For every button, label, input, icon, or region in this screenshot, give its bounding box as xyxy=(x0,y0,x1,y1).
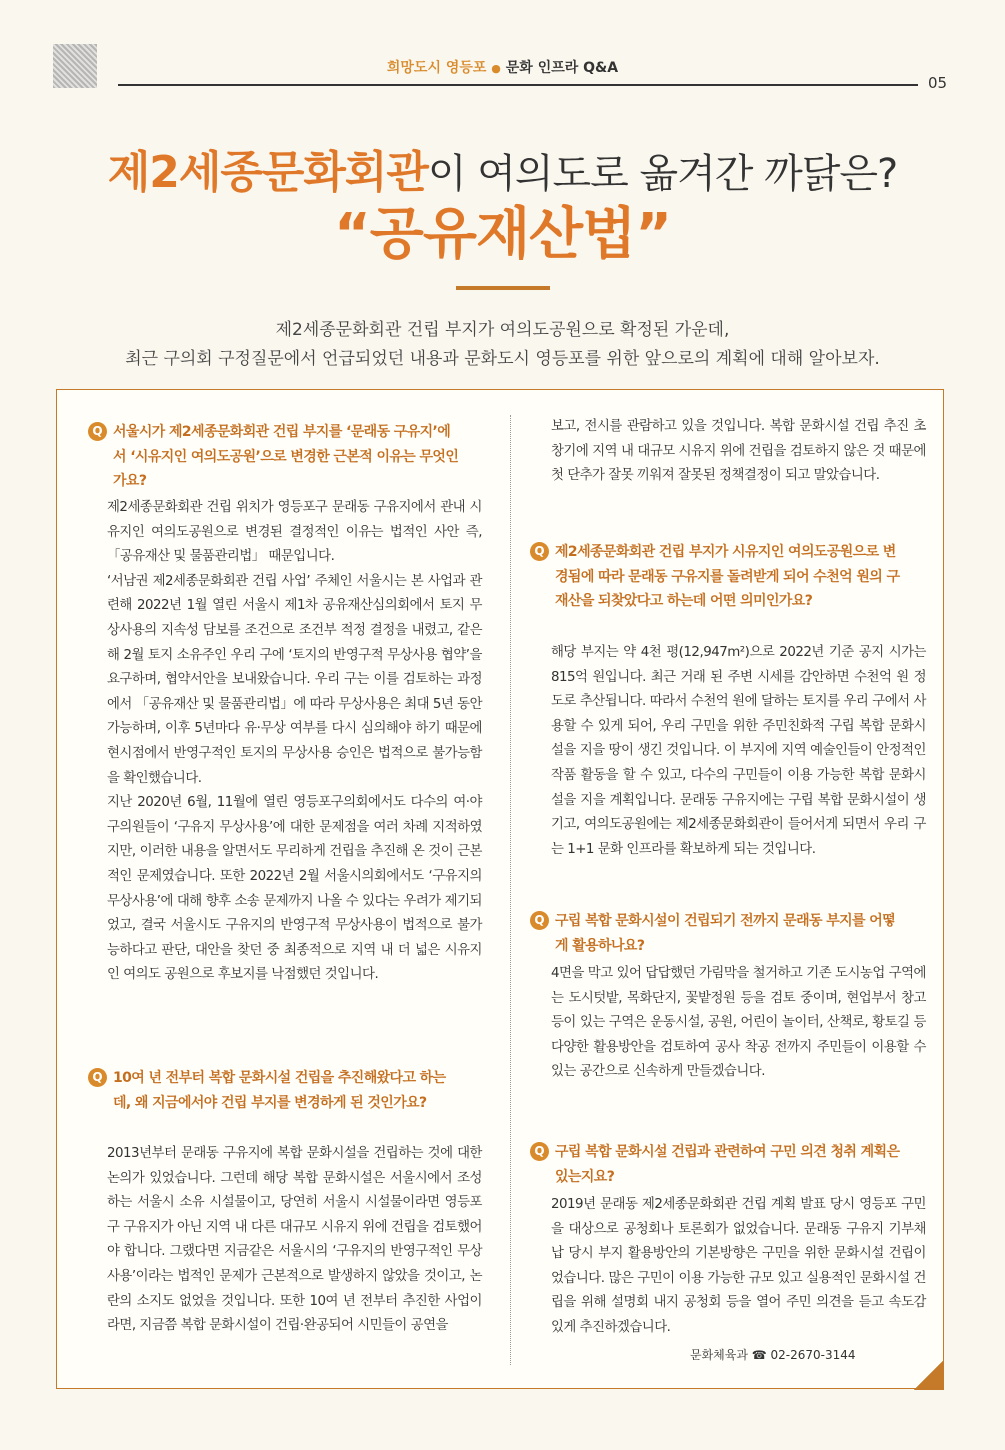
subtitle-line: 최근 구의회 구정질문에서 언급되었던 내용과 문화도시 영등포를 위한 앞으로의 계획에 대해 알아보자. xyxy=(125,349,880,369)
header-bullet-icon: ● xyxy=(491,62,501,75)
question-5 xyxy=(530,1140,905,1189)
header-section: 문화 인프라 Q&A xyxy=(505,60,619,76)
q-badge-icon: Q xyxy=(530,542,549,561)
answer-paragraph: 제2세종문화회관 건립 위치가 영등포구 문래동 구유지에서 관내 시유지인 여의도공원으로 변경된 결정적인 이유는 법적인 사안 즉, 「공유재산 및 물품관리법」 때문입니다. xyxy=(107,500,482,565)
q-badge-icon: Q xyxy=(88,422,107,441)
column-divider xyxy=(510,415,511,1365)
corner-fold xyxy=(914,1360,944,1390)
answer-2b xyxy=(551,415,926,489)
question-text: 구립 복합 문화시설 건립과 관련하여 구민 의견 청취 계획은 있는지요? xyxy=(555,1144,900,1185)
question-text: 서울시가 제2세종문화회관 건립 부지를 ‘문래동 구유지’에서 ‘시유지인 여의도공원’으로 변경한 근본적 이유는 무엇인가요? xyxy=(113,424,459,490)
answer-paragraph: 2019년 문래동 제2세종문화회관 건립 계획 발표 당시 영등포 구민을 대상으로 공청회나 토론회가 없었습니다. 문래동 구유지 기부채납 당시 부지 활용방안의 기본방향은 구민을 위한 문화시설 건립이었습니다. 많은 구민이 이용 가능한 규모 있고 실용적인 문화시설 건립을 위해 설명회 내지 공청회 등을 열어 주민 의견을 듣고 속도감 있게 추진하겠습니다. xyxy=(551,1197,926,1335)
answer-paragraph: ‘서남권 제2세종문화회관 건립 사업’ 주체인 서울시는 본 사업과 관련해 2022년 1월 열린 서울시 제1차 공유재산심의회에서 토지 무상사용의 지속성 담보를 조건으로 조건부 적정 결정을 내렸고, 같은 해 2월 토지 소유주인 우리 구에 ‘토지의 반영구적 무상사용 협약’을 요구하며, 협약서안을 보내왔습니다. 우리 구는 이를 검토하는 과정에서 「공유재산 및 물품관리법」에 따라 무상사용은 최대 5년 동안 가능하며, 이후 5년마다 유·무상 여부를 다시 심의해야 하기 때문에 현시점에서 반영구적인 토지의 무상사용 승인은 법적으로 불가능함을 확인했습니다. xyxy=(107,573,482,786)
page-number: 05 xyxy=(928,74,948,92)
question-2 xyxy=(88,1066,463,1115)
answer-4 xyxy=(551,962,926,1085)
headline-rest: 이 여의도로 옮겨간 까닭은? xyxy=(427,151,898,197)
subtitle xyxy=(0,316,1005,374)
answer-5 xyxy=(551,1193,926,1341)
running-header xyxy=(0,57,1005,77)
question-text: 10여 년 전부터 복합 문화시설 건립을 추진해왔다고 하는데, 왜 지금에서야 건립 부지를 변경하게 된 것인가요? xyxy=(113,1070,446,1111)
contact-info: 문화체육과 ☎ 02-2670-3144 xyxy=(690,1348,856,1362)
answer-paragraph: 4면을 막고 있어 답답했던 가림막을 철거하고 기존 도시농업 구역에는 도시텃밭, 목화단지, 꽃밭정원 등을 검토 중이며, 현업부서 창고 등이 있는 구역은 운동시설, 공원, 어린이 놀이터, 산책로, 황토길 등 다양한 활용방안을 검토하여 공사 착공 전까지 주민들이 이용할 수 있는 공간으로 신속하게 만들겠습니다. xyxy=(551,966,926,1080)
question-text: 제2세종문화회관 건립 부지가 시유지인 여의도공원으로 변경됨에 따라 문래동 구유지를 돌려받게 되어 수천억 원의 구 재산을 되찾았다고 하는데 어떤 의미인가요? xyxy=(555,544,900,610)
answer-paragraph: 해당 부지는 약 4천 평(12,947m²)으로 2022년 기준 공지 시가는 815억 원입니다. 최근 거래 된 주변 시세를 감안하면 수천억 원 정도로 추산됩니다. 따라서 수천억 원에 달하는 토지를 우리 구에서 사용할 수 있게 되어, 우리 구민을 위한 주민친화적 구립 복합 문화시설을 지을 땅이 생긴 것입니다. 이 부지에 지역 예술인들이 안정적인 작품 활동을 할 수 있고, 다수의 구민들이 이용 가능한 복합 문화시설을 지을 계획입니다. 문래동 구유지에는 구립 복합 문화시설이 생기고, 여의도공원에는 제2세종문화회관이 들어서게 되면서 우리 구는 1+1 문화 인프라를 확보하게 되는 것입니다. xyxy=(551,645,926,857)
answer-paragraph: 지난 2020년 6월, 11월에 열린 영등포구의회에서도 다수의 여·야 구의원들이 ‘구유지 무상사용’에 대한 문제점을 여러 차례 지적하였지만, 이러한 내용을 알면서도 무리하게 건립을 추진해 온 것이 근본적인 문제였습니다. 또한 2022년 2월 서울시의회에서도 ‘구유지의 무상사용’에 대해 향후 소송 문제까지 나올 수 있다는 우려가 제기되었고, 결국 서울시도 구유지의 반영구적 무상사용이 법적으로 불가능하다고 판단, 대안을 찾던 중 최종적으로 지역 내 더 넓은 시유지인 여의도 공원으로 후보지를 낙점했던 것입니다. xyxy=(107,795,482,983)
answer-paragraph: 2013년부터 문래동 구유지에 복합 문화시설을 건립하는 것에 대한 논의가 있었습니다. 그런데 해당 복합 문화시설은 서울시에서 조성하는 서울시 소유 시설물이고, 당연히 서울시 시설물이라면 영등포구 구유지가 아닌 지역 내 다른 대규모 시유지 위에 건립을 검토했어야 합니다. 그랬다면 지금같은 서울시의 ‘구유지의 반영구적인 무상사용’이라는 법적인 문제가 근본적으로 발생하지 않았을 것이고, 논란의 소지도 없었을 것입니다. 또한 10여 년 전부터 추진한 사업이라면, 지금쯤 복합 문화시설이 건립·완공되어 시민들이 공연을 xyxy=(107,1146,482,1334)
answer-2a xyxy=(107,1142,482,1339)
answer-1 xyxy=(107,496,482,988)
q-badge-icon: Q xyxy=(530,1142,549,1161)
headline-big: “공유재산법” xyxy=(333,202,672,267)
headline-emphasis: 제2세종문화회관 xyxy=(107,147,428,198)
q-badge-icon: Q xyxy=(530,911,549,930)
answer-paragraph: 보고, 전시를 관람하고 있을 것입니다. 복합 문화시설 건립 추진 초창기에 지역 내 대규모 시유지 위에 건립을 검토하지 않은 것 때문에 첫 단추가 잘못 끼워져 잘못된 정책결정이 되고 말았습니다. xyxy=(551,419,926,484)
title-rule xyxy=(456,286,550,290)
question-text: 구립 복합 문화시설이 건립되기 전까지 문래동 부지를 어떻게 활용하나요? xyxy=(555,913,896,954)
question-3 xyxy=(530,540,905,614)
question-4 xyxy=(530,909,905,958)
q-badge-icon: Q xyxy=(88,1068,107,1087)
header-rule xyxy=(118,84,918,86)
answer-3 xyxy=(551,641,926,862)
header-prefix: 희망도시 영등포 xyxy=(386,60,487,76)
subtitle-line: 제2세종문화회관 건립 부지가 여의도공원으로 확정된 가운데, xyxy=(275,320,730,340)
question-1 xyxy=(88,420,463,494)
